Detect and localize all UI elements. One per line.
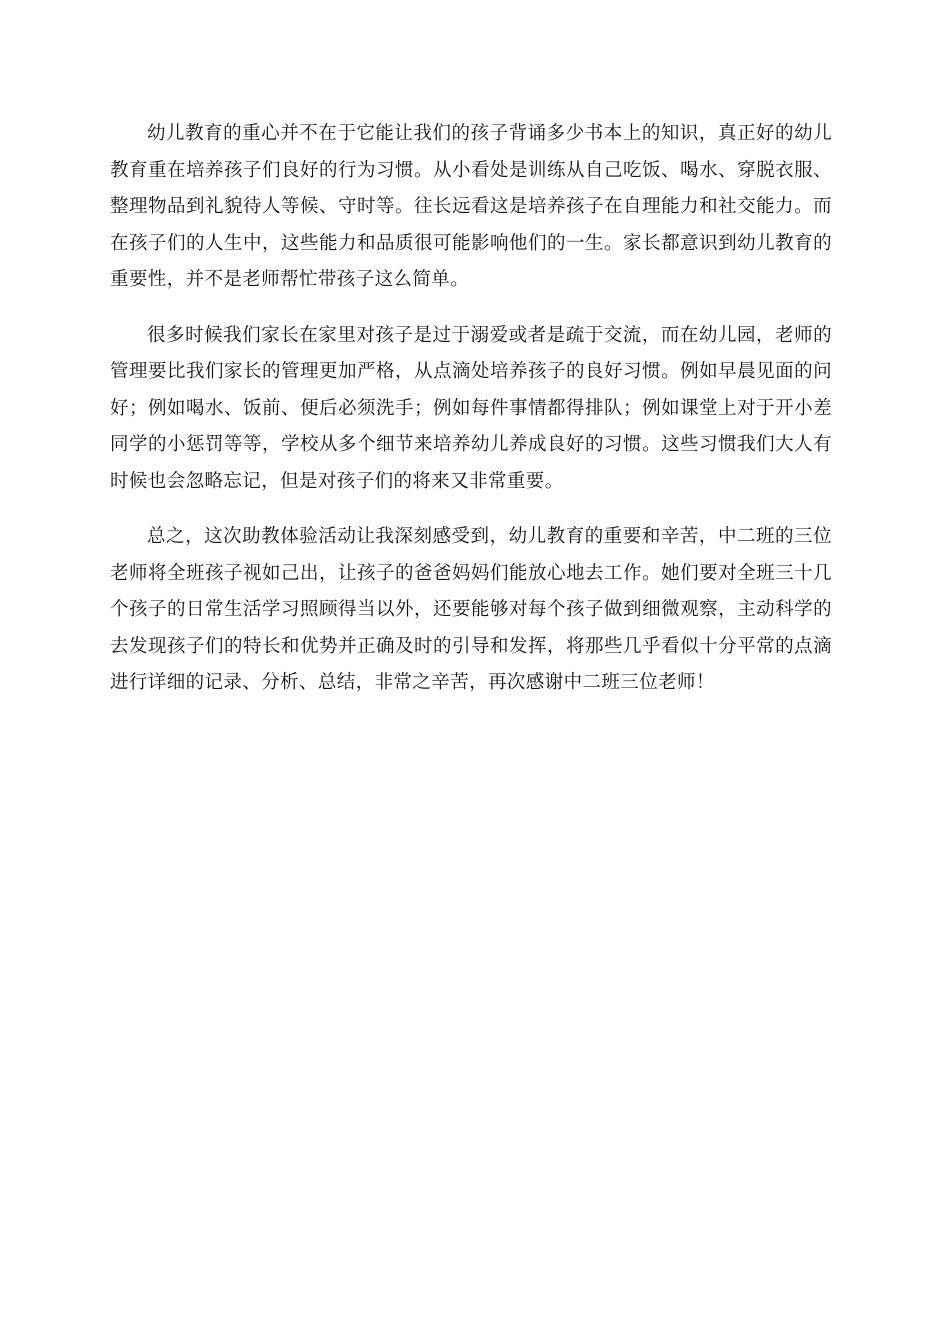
document-body xyxy=(110,116,832,721)
paragraph-3: 总之，这次助教体验活动让我深刻感受到，幼儿教育的重要和辛苦，中二班的三位老师将全班孩子视如己出，让孩子的爸爸妈妈们能放心地去工作。她们要对全班三十几个孩子的日常生活学习照顾得当以外，还要能够对每个孩子做到细微观察，主动科学的去发现孩子们的特长和优势并正确及时的引导和发挥，将那些几乎看似十分平常的点滴进行详细的记录、分析、总结，非常之辛苦，再次感谢中二班三位老师！ xyxy=(110,526,832,693)
paragraph-1: 幼儿教育的重心并不在于它能让我们的孩子背诵多少书本上的知识，真正好的幼儿教育重在培养孩子们良好的行为习惯。从小看处是训练从自己吃饭、喝水、穿脱衣服、整理物品到礼貌待人等候、守时等。往长远看这是培养孩子在自理能力和社交能力。而在孩子们的人生中，这些能力和品质很可能影响他们的一生。家长都意识到幼儿教育的重要性，并不是老师帮忙带孩子这么简单。 xyxy=(110,123,832,290)
paragraph-2: 很多时候我们家长在家里对孩子是过于溺爱或者是疏于交流，而在幼儿园，老师的管理要比我们家长的管理更加严格，从点滴处培养孩子的良好习惯。例如早晨见面的问好；例如喝水、饭前、便后必须洗手；例如每件事情都得排队；例如课堂上对于开小差同学的小惩罚等等，学校从多个细节来培养幼儿养成良好的习惯。这些习惯我们大人有时候也会忽略忘记，但是对孩子们的将来又非常重要。 xyxy=(110,324,832,492)
